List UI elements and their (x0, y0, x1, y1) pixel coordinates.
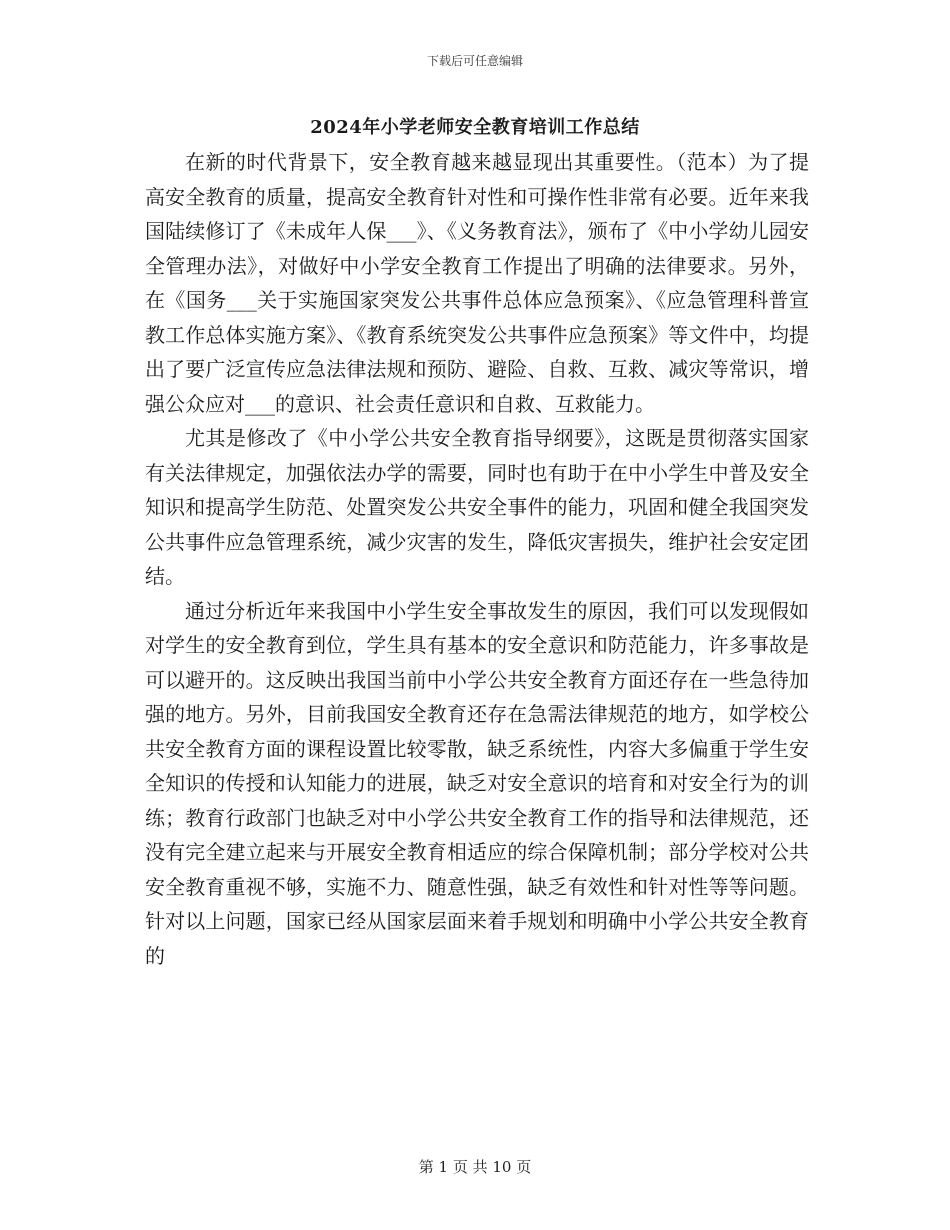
document-title: 2024年小学老师安全教育培训工作总结 (310, 117, 640, 138)
paragraph-3: 通过分析近年来我国中小学生安全事故发生的原因，我们可以发现假如对学生的安全教育到位，学生具有基本的安全意识和防范能力，许多事故是可以避开的。这反映出我国当前中小学公共安全教育方面还存在一些急待加强的地方。另外，目前我国安全教育还存在急需法律规范的地方，如学校公共安全教育方面的课程设置比较零散，缺乏系统性，内容大多偏重于学生安全知识的传授和认知能力的进展，缺乏对安全意识的培育和对安全行为的训练；教育行政部门也缺乏对中小学公共安全教育工作的指导和法律规范，还没有完全建立起来与开展安全教育相适应的综合保障机制；部分学校对公共安全教育重视不够，实施不力、随意性强，缺乏有效性和针对性等等问题。针对以上问题，国家已经从国家层面来着手规划和明确中小学公共安全教育的 (145, 598, 809, 968)
paragraph-1: 在新的时代背景下，安全教育越来越显现出其重要性。（范本）为了提高安全教育的质量，提高安全教育针对性和可操作性非常有必要。近年来我国陆续修订了《未成年人保___》、《义务教育法》，颁布了《中小学幼儿园安全管理办法》，对做好中小学安全教育工作提出了明确的法律要求。另外，在《国务___关于实施国家突发公共事件总体应急预案》、《应急管理科普宣教工作总体实施方案》、《教育系统突发公共事件应急预案》等文件中，均提出了要广泛宣传应急法律法规和预防、避险、自救、互救、减灾等常识，增强公众应对___的意识、社会责任意识和自救、互救能力。 (145, 150, 809, 416)
paragraph-2: 尤其是修改了《中小学公共安全教育指导纲要》，这既是贯彻落实国家有关法律规定，加强依法办学的需要，同时也有助于在中小学生中普及安全知识和提高学生防范、处置突发公共安全事件的能力，巩固和健全我国突发公共事件应急管理系统，减少灾害的发生，降低灾害损失，维护社会安定团结。 (145, 426, 809, 588)
page-header-note: 下载后可任意编辑 (426, 54, 523, 68)
page-number-footer: 第 1 页 共 10 页 (418, 1158, 532, 1176)
document-body (145, 145, 809, 973)
